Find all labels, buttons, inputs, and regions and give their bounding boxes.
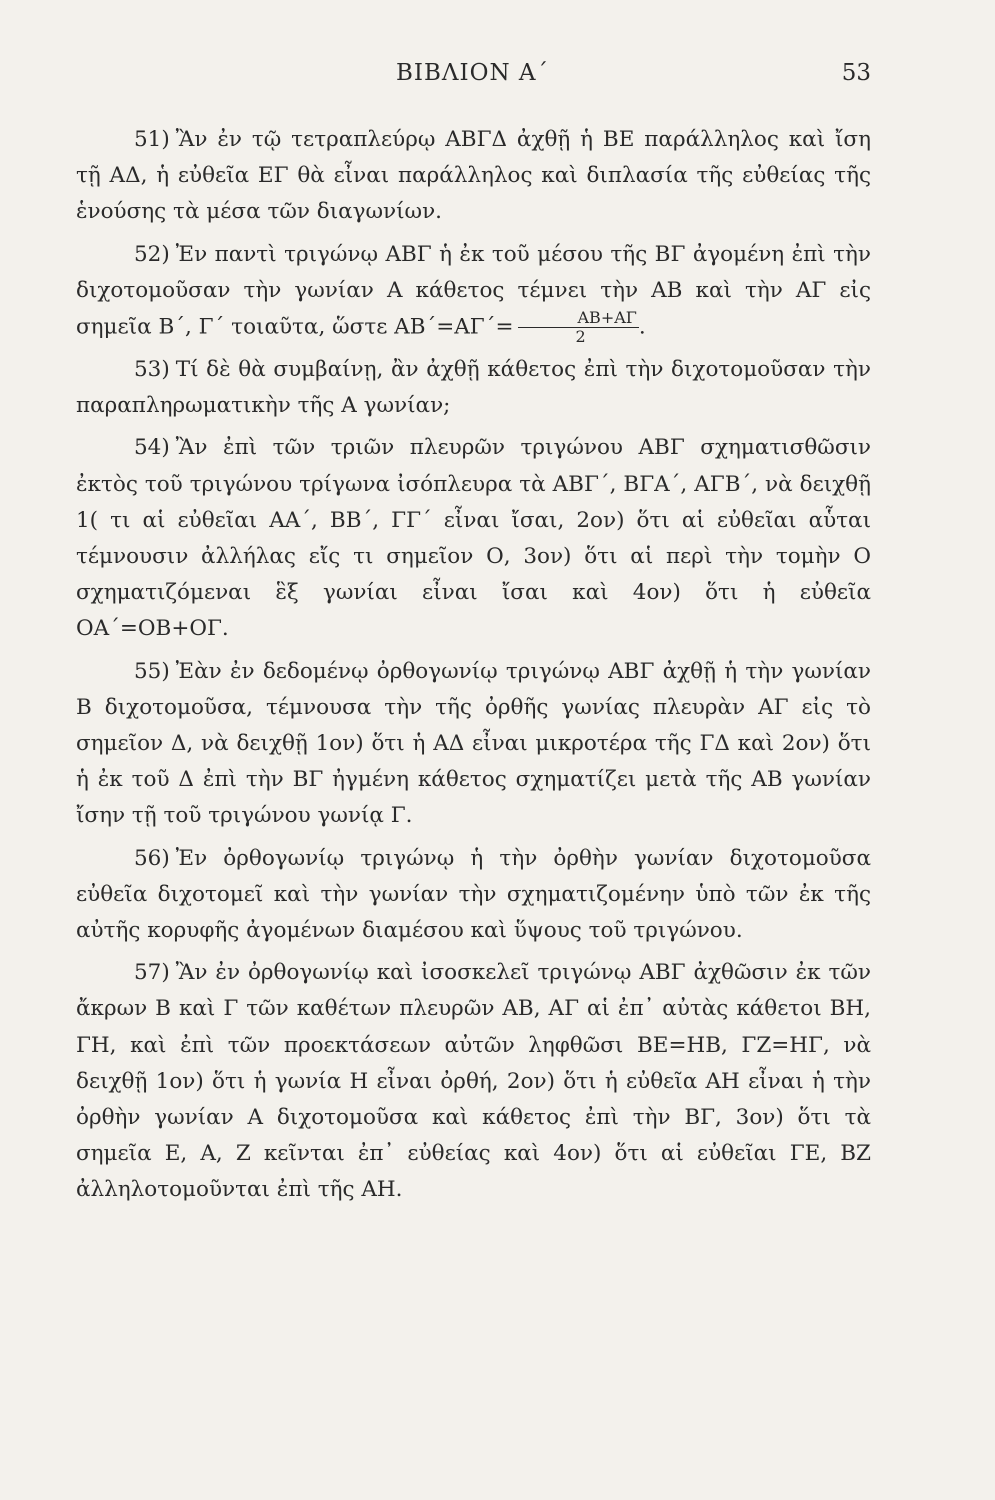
exercise-52 xyxy=(76,237,871,346)
running-title: ΒΙΒΛΙΟΝ Α΄ xyxy=(396,60,549,86)
page-number: 53 xyxy=(841,60,871,86)
exercise-number: 51) xyxy=(134,127,170,152)
exercise-55 xyxy=(76,654,871,835)
exercise-text: Ἐν παντὶ τριγώνῳ ΑΒΓ ἡ ἐκ τοῦ μέσου τῆς ΒΓ ἀγομένη ἐπὶ τὴν διχοτομοῦσαν τὴν γωνίαν Α κάθετος τέμνει τὴν ΑΒ καὶ τὴν ΑΓ εἰς σημεῖα Β΄, Γ΄ τοιαῦτα, ὥστε ΑΒ΄=ΑΓ΄= xyxy=(76,241,871,340)
exercise-number: 53) xyxy=(134,357,170,383)
exercise-number: 56) xyxy=(134,845,170,871)
exercise-number: 52) xyxy=(134,241,170,267)
exercise-text: Ἐν ὀρθογωνίῳ τριγώνῳ ἡ τὴν ὀρθὴν γωνίαν διχοτομοῦσα εὐθεῖα διχοτομεῖ καὶ τὴν γωνίαν τὴν σχηματιζομένην ὑπὸ τῶν ἐκ τῆς αὐτῆς κορυφῆς ἀγομένων διαμέσου καὶ ὕψους τοῦ τριγώνου. xyxy=(76,845,871,944)
page-header xyxy=(76,60,871,90)
exercise-57 xyxy=(76,955,871,1208)
exercise-end: . xyxy=(638,314,646,340)
exercise-list xyxy=(76,122,871,1215)
exercise-text: Ἐὰν ἐν δεδομένῳ ὀρθογωνίῳ τριγώνῳ ΑΒΓ ἀχθῇ ἡ τὴν γωνίαν Β διχοτομοῦσα, τέμνουσα τὴν τῆς ὀρθῆς γωνίας πλευρὰν ΑΓ εἰς τὸ σημεῖον Δ, νὰ δειχθῇ 1ον) ὅτι ἡ ΑΔ εἶναι μικροτέρα τῆς ΓΔ καὶ 2ον) ὅτι ἡ ἐκ τοῦ Δ ἐπὶ τὴν ΒΓ ἠγμένη κάθετος σχηματίζει μετὰ τῆς ΑΒ γωνίαν ἴσην τῇ τοῦ τριγώνου γωνίᾳ Γ. xyxy=(76,658,871,829)
exercise-53 xyxy=(76,352,871,424)
exercise-number: 57) xyxy=(134,960,170,986)
exercise-51 xyxy=(76,122,871,231)
fraction-numerator: ΑΒ+ΑΓ xyxy=(518,309,639,328)
exercise-56 xyxy=(76,841,871,950)
fraction-denominator: 2 xyxy=(575,327,586,347)
fraction xyxy=(518,309,639,346)
exercise-54 xyxy=(76,430,871,647)
exercise-text: Ἂν ἐν ὀρθογωνίῳ καὶ ἰσοσκελεῖ τριγώνῳ ΑΒΓ ἀχθῶσιν ἐκ τῶν ἄκρων Β καὶ Γ τῶν καθέτων πλευρῶν ΑΒ, ΑΓ αἱ ἐπ᾽ αὐτὰς κάθετοι ΒΗ, ΓΗ, καὶ ἐπὶ τῶν προεκτάσεων αὐτῶν ληφθῶσι ΒΕ=ΗΒ, ΓΖ=ΗΓ, νὰ δειχθῇ 1ον) ὅτι ἡ γωνία Η εἶναι ὀρθή, 2ον) ὅτι ἡ εὐθεῖα ΑΗ εἶναι ἡ τὴν ὀρθὴν γωνίαν Α διχοτομοῦσα καὶ κάθετος ἐπὶ τὴν ΒΓ, 3ον) ὅτι τὰ σημεῖα Ε, Α, Ζ κεῖνται ἐπ᾽ εὐθείας καὶ 4ον) ὅτι αἱ εὐθεῖαι ΓΕ, ΒΖ ἀλληλοτομοῦνται ἐπὶ τῆς ΑΗ. xyxy=(76,960,871,1203)
exercise-number: 54) xyxy=(134,435,170,461)
exercise-text: Τί δὲ θὰ συμβαίνῃ, ἂν ἀχθῇ κάθετος ἐπὶ τὴν διχοτομοῦσαν τὴν παραπληρωματικὴν τῆς Α γωνίαν; xyxy=(76,357,871,419)
exercise-text: Ἂν ἐν τῷ τετραπλεύρῳ ΑΒΓΔ ἀχθῇ ἡ ΒΕ παράλληλος καὶ ἴση τῇ ΑΔ, ἡ εὐθεῖα ΕΓ θὰ εἶναι παράλληλος καὶ διπλασία τῆς εὐθείας τῆς ἑνούσης τὰ μέσα τῶν διαγωνίων. xyxy=(76,127,871,225)
exercise-text: Ἂν ἐπὶ τῶν τριῶν πλευρῶν τριγώνου ΑΒΓ σχηματισθῶσιν ἐκτὸς τοῦ τριγώνου τρίγωνα ἰσόπλευρα τὰ ΑΒΓ΄, ΒΓΑ΄, ΑΓΒ΄, νὰ δειχθῇ 1( τι αἱ εὐθεῖαι ΑΑ΄, ΒΒ΄, ΓΓ΄ εἶναι ἴσαι, 2ον) ὅτι αἱ εὐθεῖαι αὗται τέμνουσιν ἀλλήλας εἴς τι σημεῖον Ο, 3ον) ὅτι αἱ περὶ τὴν τομὴν Ο σχηματιζόμεναι ἓξ γωνίαι εἶναι ἴσαι καὶ 4ον) ὅτι ἡ εὐθεῖα ΟΑ΄=ΟΒ+ΟΓ. xyxy=(76,435,871,642)
exercise-number: 55) xyxy=(134,658,170,684)
